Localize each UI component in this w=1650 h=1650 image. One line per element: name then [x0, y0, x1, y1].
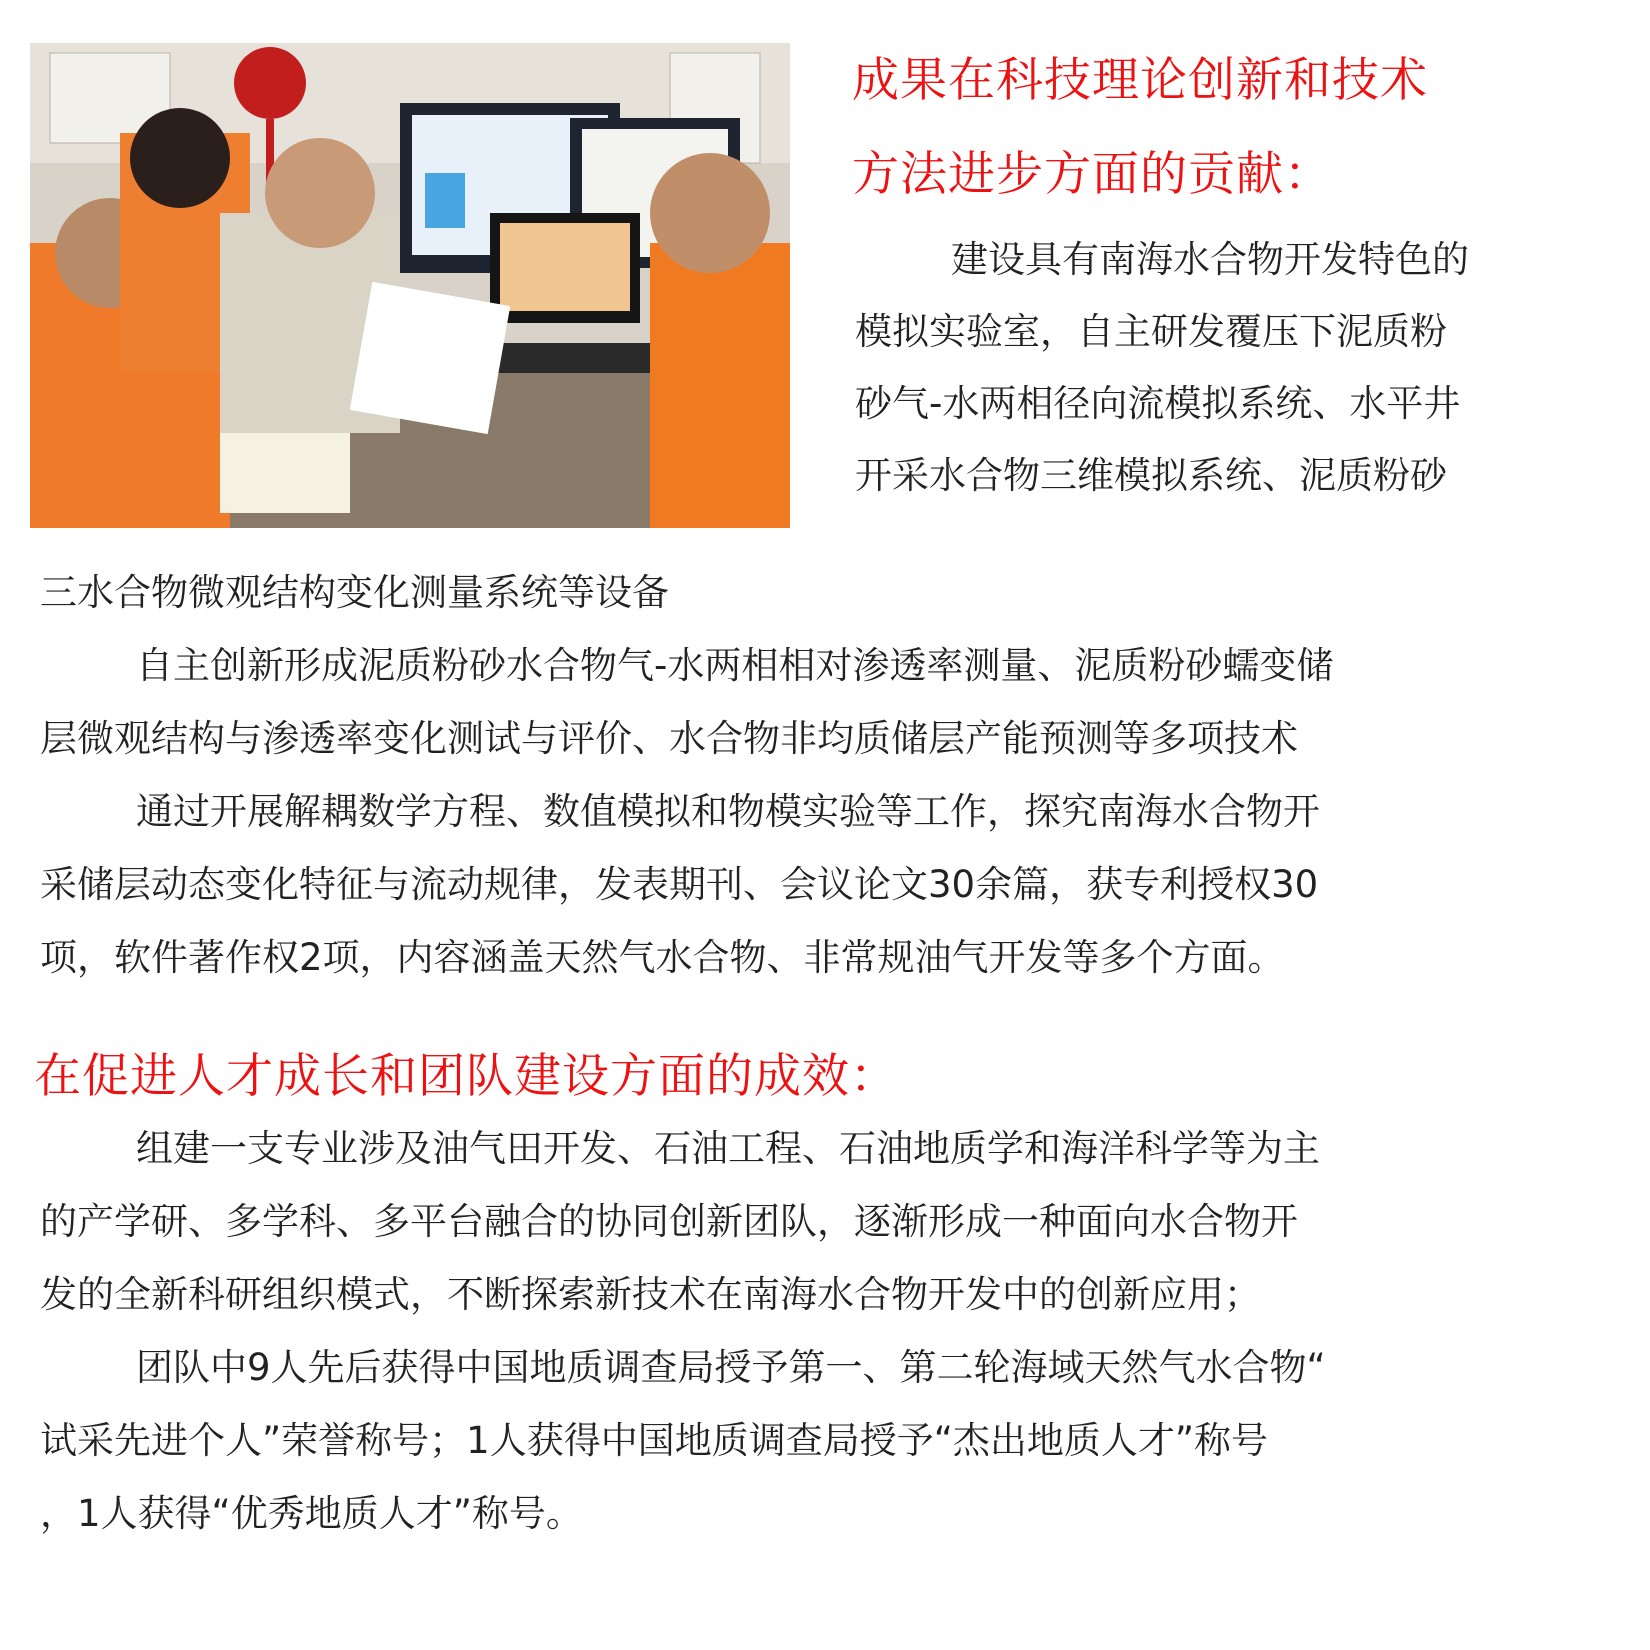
paragraph-line: 的产学研、多学科、多平台融合的协同创新团队，逐渐形成一种面向水合物开 [40, 1200, 1298, 1243]
paragraph-line: 建设具有南海水合物开发特色的 [951, 238, 1469, 281]
paragraph-line: ，1人获得“优秀地质人才”称号。 [40, 1492, 583, 1535]
paragraph-line: 砂气-水两相径向流模拟系统、水平井 [855, 382, 1461, 425]
paragraph-line: 项，软件著作权2项，内容涵盖天然气水合物、非常规油气开发等多个方面。 [40, 936, 1285, 979]
paragraph-line: 采储层动态变化特征与流动规律，发表期刊、会议论文30余篇，获专利授权30 [40, 863, 1319, 906]
paragraph-line: 试采先进个人”荣誉称号；1人获得中国地质调查局授予“杰出地质人才”称号 [40, 1419, 1269, 1462]
section1-heading-line: 方法进步方面的贡献： [852, 147, 1332, 202]
section1-body [40, 556, 1620, 994]
paragraph-line: 发的全新科研组织模式，不断探索新技术在南海水合物开发中的创新应用； [40, 1273, 1261, 1316]
paragraph-line: 通过开展解耦数学方程、数值模拟和物模实验等工作，探究南海水合物开 [136, 790, 1320, 833]
section1-side-paragraph [855, 224, 1615, 512]
paragraph-line: 开采水合物三维模拟系统、泥质粉砂 [855, 454, 1447, 497]
team-photo [30, 43, 790, 528]
section1-heading [852, 34, 1428, 222]
paragraph-line: 模拟实验室，自主研发覆压下泥质粉 [855, 310, 1447, 353]
section2-heading: 在促进人才成长和团队建设方面的成效： [34, 1049, 898, 1104]
section1-heading-line: 成果在科技理论创新和技术 [852, 53, 1428, 108]
paragraph-line: 组建一支专业涉及油气田开发、石油工程、石油地质学和海洋科学等为主 [136, 1127, 1320, 1170]
paragraph-line: 层微观结构与渗透率变化测试与评价、水合物非均质储层产能预测等多项技术 [40, 717, 1298, 760]
paragraph-line: 三水合物微观结构变化测量系统等设备 [40, 571, 669, 614]
section2-body [40, 1112, 1620, 1550]
paragraph-line: 团队中9人先后获得中国地质调查局授予第一、第二轮海域天然气水合物“ [136, 1346, 1326, 1389]
paragraph-line: 自主创新形成泥质粉砂水合物气-水两相相对渗透率测量、泥质粉砂蠕变储 [136, 644, 1334, 687]
